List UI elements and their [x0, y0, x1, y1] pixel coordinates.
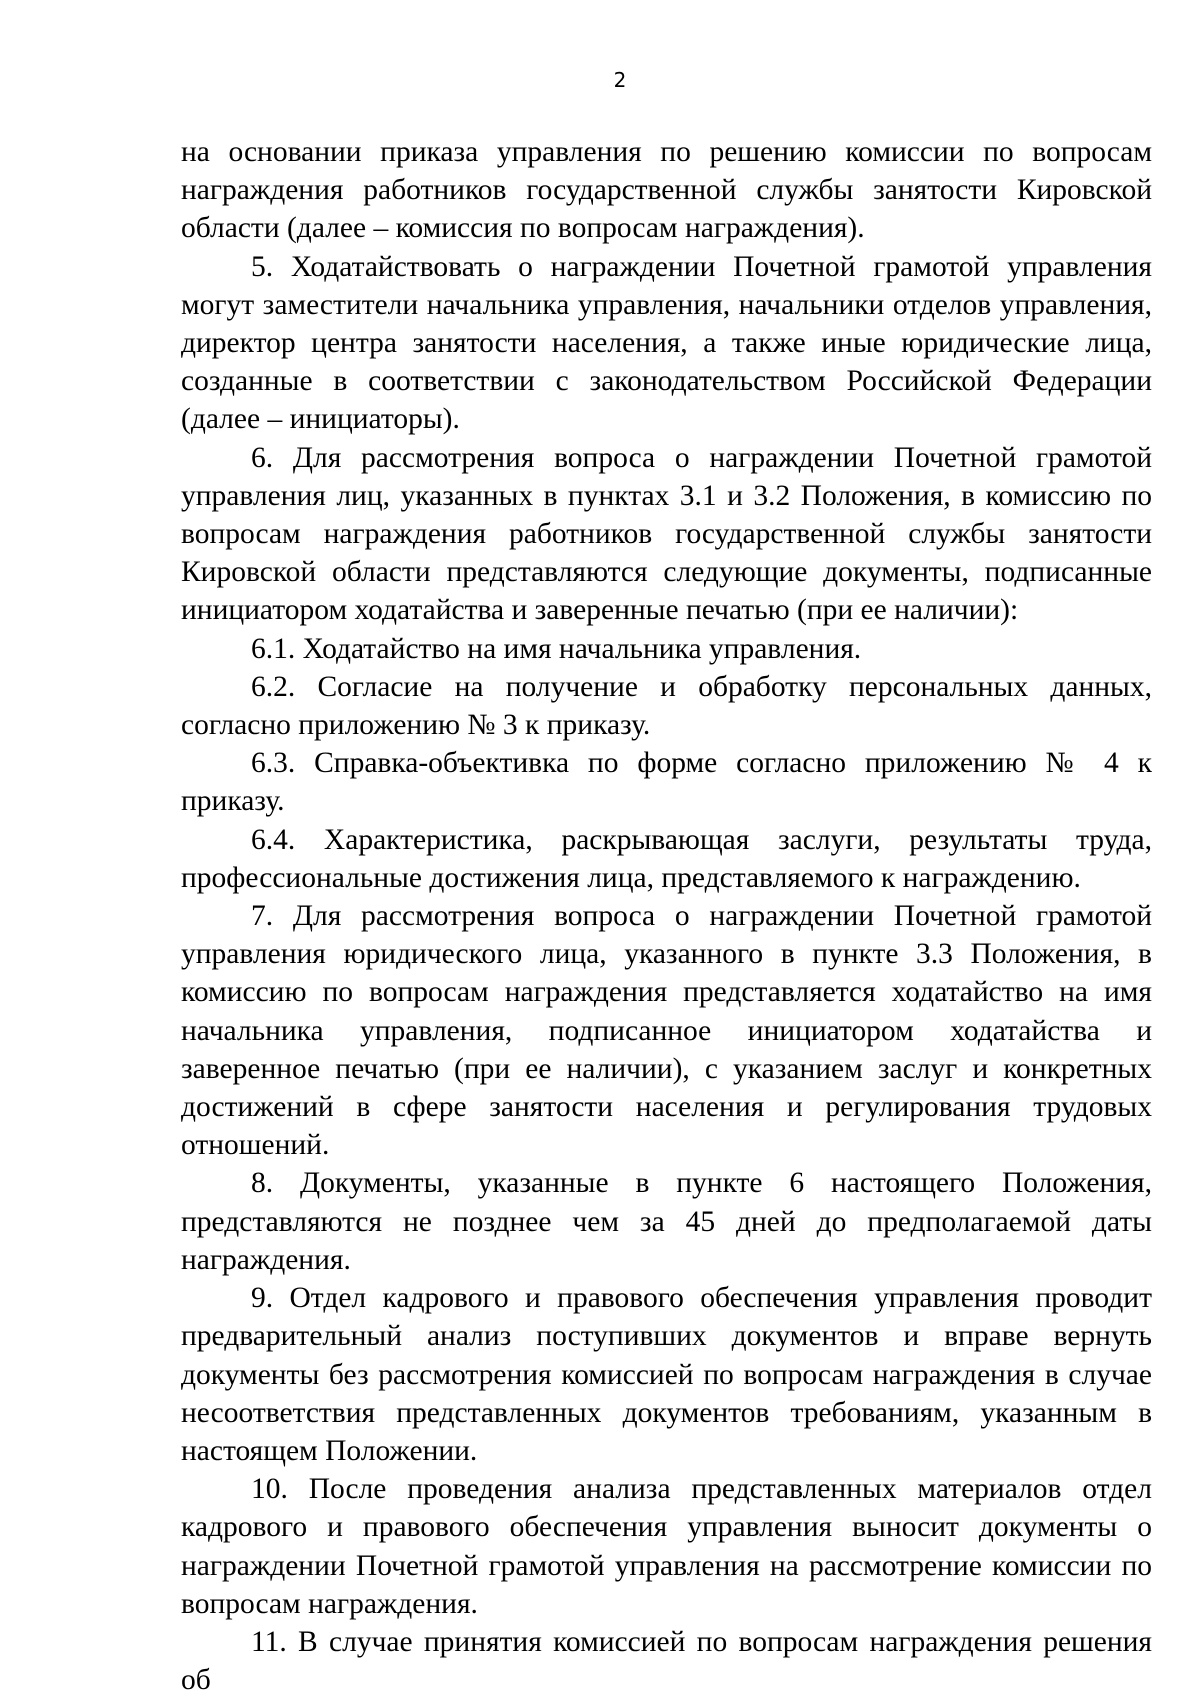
paragraph-item-9: 9. Отдел кадрового и правового обеспечения управления проводит предварительный анализ поступивших документов и вправе вернуть документы без рассмотрения комиссией по вопросам награждения в случае несоответствия представленных документов требованиям, указанным в настоящем Положении.	[181, 1282, 1152, 1467]
paragraph-item-10: 10. После проведения анализа представленных материалов отдел кадрового и правового обеспечения управления выносит документы о награждении Почетной грамотой управления на рассмотрение комиссии по вопросам награждения.	[181, 1473, 1152, 1620]
paragraph-item-11: 11. В случае принятия комиссией по вопросам награждения решения об	[181, 1625, 1152, 1697]
page-number: 2	[613, 68, 627, 92]
paragraph-item-6-3: 6.3. Справка-объективка по форме согласно приложению № 4 к приказу.	[181, 747, 1152, 818]
paragraph-item-6-2: 6.2. Согласие на получение и обработку персональных данных, согласно приложению № 3 к приказу.	[181, 670, 1152, 742]
paragraph-item-5: 5. Ходатайствовать о награждении Почетной грамотой управления могут заместители начальника управления, начальники отделов управления, директор центра занятости населения, а также иные юридические лица, созданные в соответствии с законодательством Российской Федерации (далее – инициаторы).	[181, 250, 1152, 436]
paragraph-item-8: 8. Документы, указанные в пункте 6 настоящего Положения, представляются не позднее чем за 45 дней до предполагаемой даты награждения.	[181, 1167, 1152, 1276]
paragraph-continuation: на основании приказа управления по решению комиссии по вопросам награждения работников государственной службы занятости Кировской области (далее – комиссия по вопросам награждения).	[181, 136, 1152, 245]
paragraph-item-6-1: 6.1. Ходатайство на имя начальника управления.	[251, 632, 862, 665]
document-body	[181, 133, 1152, 1699]
paragraph-item-6: 6. Для рассмотрения вопроса о награждении Почетной грамотой управления лиц, указанных в пунктах 3.1 и 3.2 Положения, в комиссию по вопросам награждения работников государственной службы занятости Кировской области представляются следующие документы, подписанные инициатором ходатайства и заверенные печатью (при ее наличии):	[181, 441, 1152, 627]
paragraph-item-7: 7. Для рассмотрения вопроса о награждении Почетной грамотой управления юридического лица, указанного в пункте 3.3 Положения, в комиссию по вопросам награждения представляется ходатайство на имя начальника управления, подписанное инициатором ходатайства и заверенное печатью (при ее наличии), с указанием заслуг и конкретных достижений в сфере занятости населения и регулирования трудовых отношений.	[181, 900, 1152, 1162]
paragraph-item-6-4: 6.4. Характеристика, раскрывающая заслуги, результаты труда, профессиональные достижения лица, представляемого к награждению.	[181, 823, 1152, 894]
